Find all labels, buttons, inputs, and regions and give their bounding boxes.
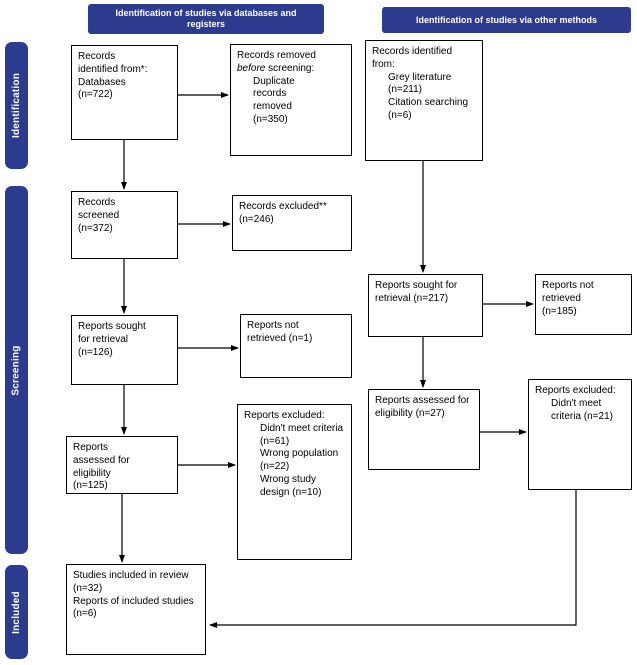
box-line: Duplicate records removed (n=350) <box>253 75 295 125</box>
records-removed-text: screening: <box>265 62 315 74</box>
box-line: Studies included in review (n=32) <box>73 570 189 594</box>
box-line: Reports not retrieved <box>542 280 594 304</box>
box-line: (n=246) <box>239 213 274 225</box>
box-line: Didn't meet criteria (n=61) <box>260 422 344 447</box>
box-line: Reports excluded: <box>535 385 616 396</box>
box-reports-excluded-other <box>528 379 632 490</box>
box-line: (n=372) <box>78 222 113 234</box>
box-line: Reports not retrieved (n=1) <box>247 320 313 344</box>
header-banner-other-methods: Identification of studies via other methods <box>382 7 631 33</box>
box-records-removed <box>230 44 352 156</box>
stage-label-included: Included <box>11 590 22 634</box>
box-line: (n=722) <box>78 89 113 101</box>
box-records-excluded <box>232 195 352 251</box>
stage-label-identification: Identification <box>11 72 22 139</box>
box-line: Records identified from: <box>372 46 453 70</box>
box-line: Records identified from*: <box>78 51 148 75</box>
stage-bar-screening <box>5 186 28 554</box>
box-line: Grey literature (n=211) <box>388 71 452 96</box>
box-reports-sought-databases <box>71 315 178 385</box>
box-reports-sought-other <box>368 274 483 337</box>
box-reports-excluded-databases <box>237 404 352 560</box>
box-records-identified-databases <box>71 45 178 140</box>
box-line: Citation searching (n=6) <box>388 97 469 121</box>
box-line: Reports sought for retrieval (n=217) <box>375 280 458 304</box>
records-removed-before-italic: before <box>237 62 266 74</box>
box-reports-assessed-databases <box>66 436 178 494</box>
stage-bar-included <box>5 565 28 659</box>
box-line: Reports excluded: <box>244 410 325 421</box>
box-line: (n=125) <box>73 480 108 492</box>
box-line: Reports of included studies (n=6) <box>73 595 194 620</box>
box-line: (n=185) <box>542 305 577 317</box>
box-reports-not-retrieved-databases <box>240 314 352 378</box>
box-line: Databases <box>78 76 126 88</box>
box-line: Didn't meet criteria (n=21) <box>551 397 613 422</box>
box-reports-assessed-other <box>368 389 480 470</box>
stage-bar-identification <box>5 42 28 169</box>
box-line: Reports sought for retrieval <box>78 321 146 345</box>
box-line: Reports assessed for eligibility (n=27) <box>375 395 470 419</box>
box-line: (n=126) <box>78 346 113 358</box>
box-studies-included <box>66 564 206 655</box>
box-line: Records screened <box>78 197 120 221</box>
box-line: Records excluded** <box>239 201 327 212</box>
header-banner-databases-registers: Identification of studies via databases and registers <box>88 4 324 34</box>
box-records-identified-other <box>365 40 483 161</box>
box-line: Wrong study design (n=10) <box>260 473 322 498</box>
box-line <box>237 50 325 76</box>
box-line: Wrong population (n=22) <box>260 448 339 473</box>
stage-label-screening: Screening <box>11 344 22 396</box>
box-records-screened <box>71 191 178 259</box>
box-reports-not-retrieved-other <box>535 274 632 335</box>
records-removed-text: Records removed <box>237 50 316 61</box>
box-line: Reports assessed for eligibility <box>73 442 130 479</box>
